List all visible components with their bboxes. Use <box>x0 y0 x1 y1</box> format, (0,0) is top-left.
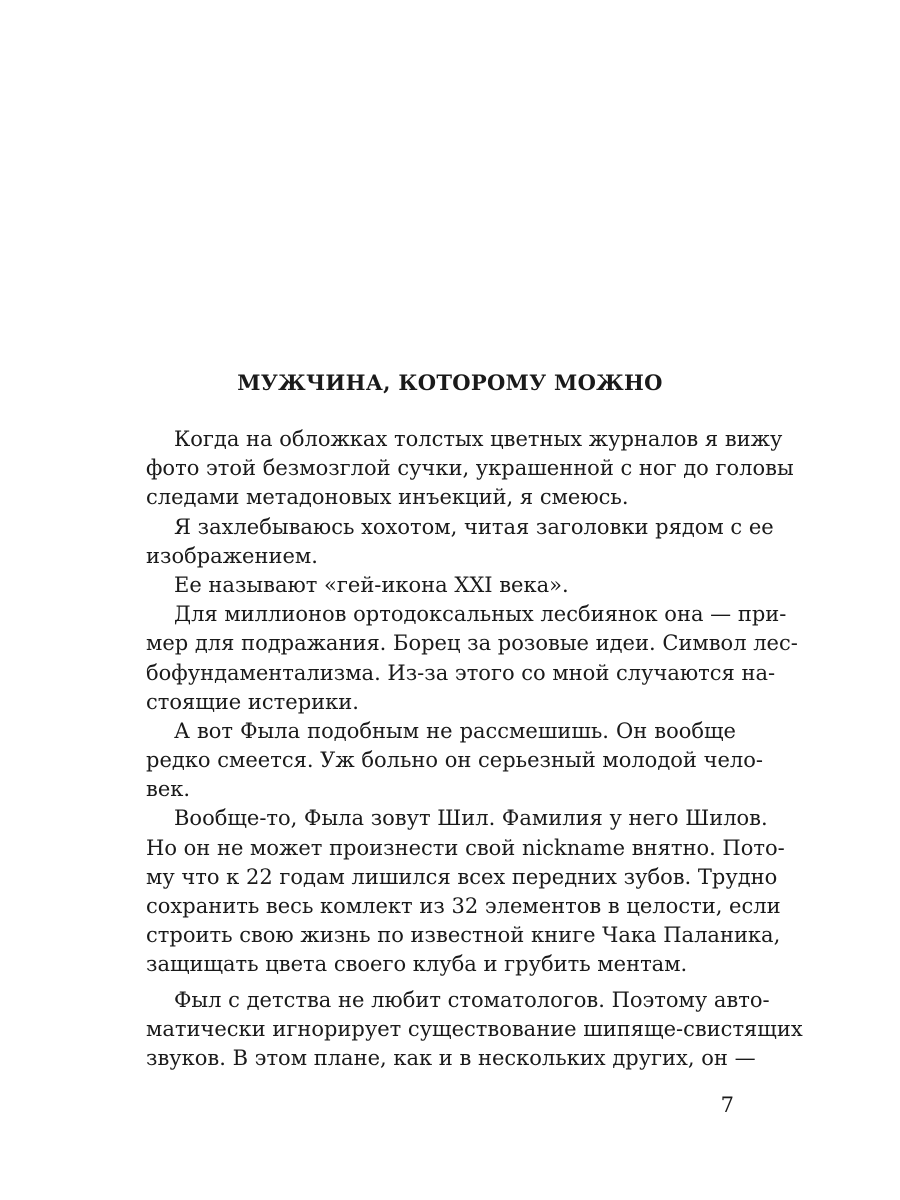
text-line: А вот Фыла подобным не рассмешишь. Он вообще <box>174 718 736 743</box>
text-line: сохранить весь комлект из 32 элементов в целости, если <box>146 894 781 918</box>
text-line: следами метадоновых инъекций, я смеюсь. <box>146 485 629 510</box>
text-line: век. <box>146 777 191 802</box>
text-line: защищать цвета своего клуба и грубить ментам. <box>146 952 688 977</box>
text-line: редко смеется. Уж больно он серьезный молодой чело- <box>146 748 763 773</box>
text-line: Но он не может произнести свой nickname внятно. Пото- <box>146 835 785 860</box>
text-line: Когда на обложках толстых цветных журналов я вижу <box>174 427 783 451</box>
page-number: 7 <box>720 1093 734 1117</box>
text-line: строить свою жизнь по известной книге Чака Паланика, <box>146 923 781 948</box>
text-line: мер для подражания. Борец за розовые идеи. Символ лес- <box>146 631 798 656</box>
text-line: Ее называют «гей-икона XXI века». <box>174 572 569 597</box>
text-line: изображением. <box>146 543 318 568</box>
text-line: бофундаментализма. Из-за этого со мной случаются на- <box>146 660 776 685</box>
text-line: Для миллионов ортодоксальных лесбиянок она — при- <box>174 602 787 627</box>
text-line: фото этой безмозглой сучки, украшенной с ног до головы <box>146 456 794 481</box>
text-line: Вообще-то, Фыла зовут Шил. Фамилия у него Шилов. <box>174 806 768 831</box>
chapter-title: МУЖЧИНА, КОТОРОМУ МОЖНО <box>237 370 663 395</box>
text-line: стоящие истерики. <box>146 689 359 714</box>
body-text <box>146 425 803 1073</box>
text-line: му что к 22 годам лишился всех передних зубов. Трудно <box>146 864 778 889</box>
text-line: звуков. В этом плане, как и в нескольких других, он — <box>146 1045 756 1070</box>
text-line: Я захлебываюсь хохотом, читая заголовки рядом с ее <box>174 514 774 539</box>
text-line: матически игнорирует существование шипяще-свистящих <box>146 1016 803 1041</box>
text-line: Фыл с детства не любит стоматологов. Поэтому авто- <box>174 987 770 1012</box>
